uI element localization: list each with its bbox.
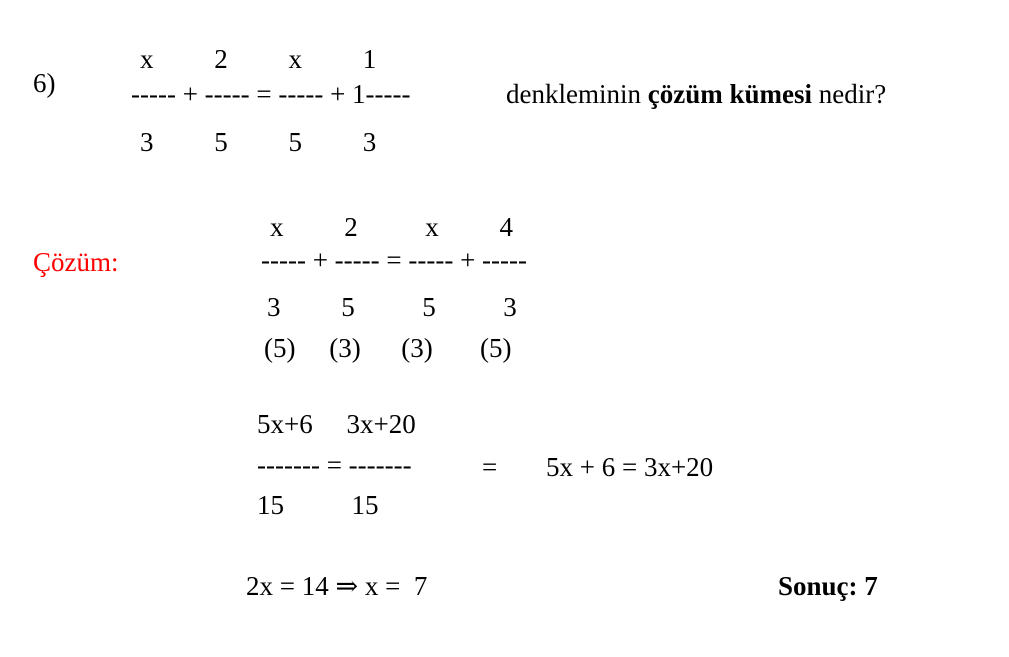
question-fraction-bars: ----- + ----- = ----- + 1----- <box>131 79 411 109</box>
question-denominators: 3 5 5 3 <box>140 127 377 157</box>
step1-fraction-bars: ----- + ----- = ----- + ----- <box>261 245 528 275</box>
step2-denominators: 15 15 <box>257 490 379 520</box>
step2-fraction-bars: ------- = ------- <box>257 450 412 480</box>
step1-multipliers: (5) (3) (3) (5) <box>264 333 512 363</box>
result: Sonuç: 7 <box>778 571 878 601</box>
step2-equals: = <box>482 452 498 482</box>
question-text-bold: çözüm kümesi <box>647 79 812 109</box>
step1-numerators: x 2 x 4 <box>270 212 513 242</box>
question-numerators: x 2 x 1 <box>140 44 377 74</box>
step2-equation: 5x + 6 = 3x+20 <box>546 452 714 482</box>
question-text: denkleminin çözüm kümesi nedir? <box>506 79 887 109</box>
solution-label: Çözüm: <box>33 247 119 277</box>
step2-numerators: 5x+6 3x+20 <box>257 409 416 439</box>
step1-denominators: 3 5 5 3 <box>267 292 517 322</box>
step3-equation: 2x = 14 ⇒ x = 7 <box>246 571 428 601</box>
question-number: 6) <box>33 68 56 98</box>
